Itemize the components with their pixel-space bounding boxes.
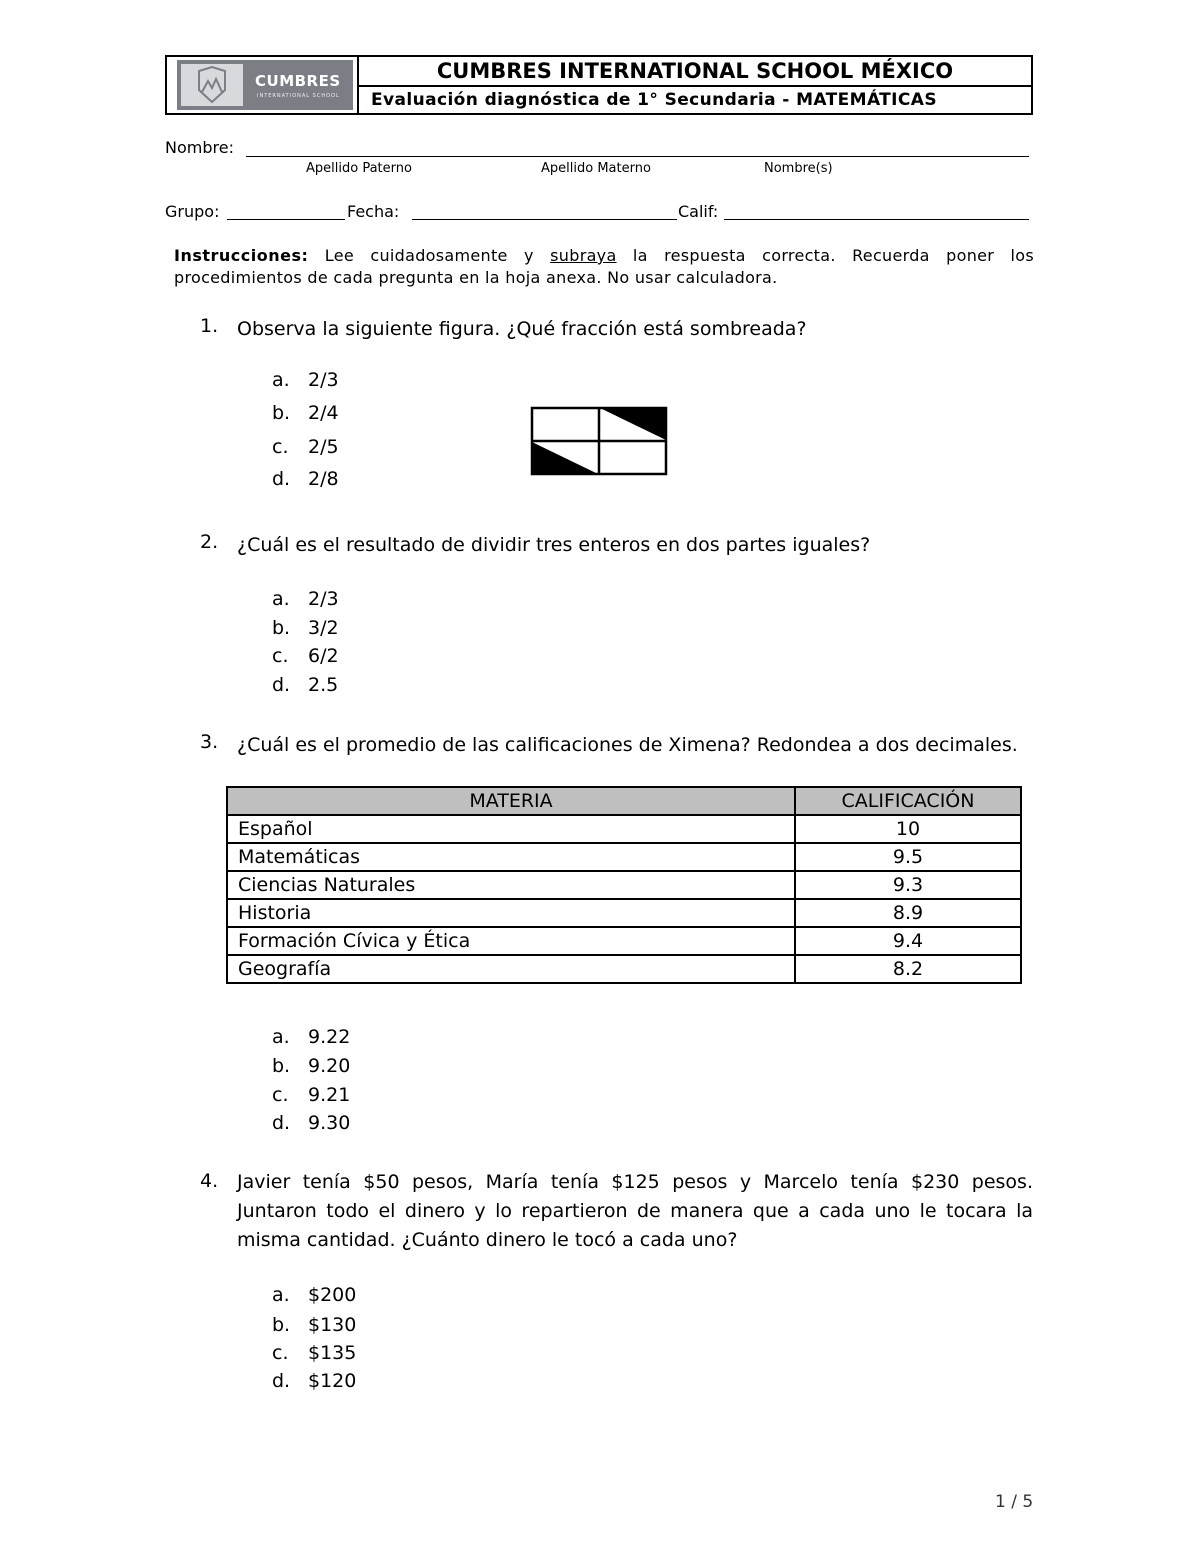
subject-cell: Ciencias Naturales — [227, 871, 795, 899]
option-letter: c. — [272, 436, 289, 458]
question-text: ¿Cuál es el promedio de las calificaciones de Ximena? Redondea a dos decimales. — [237, 734, 1018, 756]
subject-cell: Historia — [227, 899, 795, 927]
option-letter: a. — [272, 369, 290, 391]
option-letter: c. — [272, 1342, 289, 1364]
nombre-line[interactable] — [246, 156, 1029, 157]
instructions-label: Instrucciones: — [174, 246, 309, 265]
grupo-label: Grupo: — [165, 202, 220, 221]
option-value: $200 — [308, 1284, 357, 1306]
option-value: 9.22 — [308, 1026, 351, 1048]
nombre-label: Nombre: — [165, 138, 234, 157]
table-row — [227, 899, 1021, 927]
table-row — [227, 843, 1021, 871]
subject-cell: Geografía — [227, 955, 795, 983]
grades-table — [226, 786, 1022, 984]
option-letter: d. — [272, 468, 291, 490]
instructions — [174, 245, 1034, 289]
header-materia: MATERIA — [227, 787, 795, 815]
grupo-line[interactable] — [227, 219, 345, 220]
option-letter: a. — [272, 1026, 290, 1048]
question-number: 4. — [200, 1170, 219, 1192]
question-text: Javier tenía $50 pesos, María tenía $125 pesos y Marcelo tenía $230 pesos. Juntaron todo el dinero y lo repartieron de manera que a cada uno le tocara la misma cantidad. ¿Cuánto dinero le tocó a cada uno? — [237, 1171, 1033, 1251]
fraction-figure — [530, 406, 670, 478]
option-value: 9.20 — [308, 1055, 351, 1077]
table-row — [227, 871, 1021, 899]
option-value: $130 — [308, 1314, 357, 1336]
option-letter: d. — [272, 674, 291, 696]
subject-cell: Español — [227, 815, 795, 843]
question-number: 3. — [200, 731, 219, 753]
page-number: 1 / 5 — [995, 1492, 1034, 1512]
option-letter: d. — [272, 1370, 291, 1392]
question-text: Observa la siguiente figura. ¿Qué fracción está sombreada? — [237, 318, 807, 340]
option-value: 3/2 — [308, 617, 339, 639]
header-calificacion: CALIFICACIÓN — [795, 787, 1021, 815]
instructions-text-a: Lee cuidadosamente y — [308, 246, 551, 265]
option-value: 2/3 — [308, 588, 339, 610]
option-value: 6/2 — [308, 645, 339, 667]
option-value: 2/3 — [308, 369, 339, 391]
table-row — [227, 927, 1021, 955]
question-number: 2. — [200, 531, 219, 553]
shaded-triangle-bottom — [532, 442, 598, 474]
option-value: 2/4 — [308, 402, 339, 424]
school-logo — [177, 60, 353, 110]
document-header — [165, 55, 1033, 115]
mountain-emblem-icon — [181, 64, 243, 106]
nombres-label: Nombre(s) — [764, 161, 833, 176]
logo-cell — [167, 57, 359, 113]
option-letter: a. — [272, 1284, 290, 1306]
subject-cell: Formación Cívica y Ética — [227, 927, 795, 955]
calif-label: Calif: — [678, 202, 719, 221]
question-text: ¿Cuál es el resultado de dividir tres enteros en dos partes iguales? — [237, 534, 871, 556]
apellido-paterno-label: Apellido Paterno — [306, 161, 412, 176]
instructions-text-b: la respuesta correcta. Recuerda poner los procedimientos de cada pregunta en la hoja anexa. No usar calculadora. — [174, 246, 1034, 287]
school-name: CUMBRES INTERNATIONAL SCHOOL MÉXICO — [359, 57, 1031, 87]
table-row — [227, 955, 1021, 983]
calif-line[interactable] — [724, 219, 1029, 220]
exam-title: Evaluación diagnóstica de 1° Secundaria - MATEMÁTICAS — [371, 90, 937, 110]
option-letter: d. — [272, 1112, 291, 1134]
table-header-row — [227, 787, 1021, 815]
option-letter: c. — [272, 645, 289, 667]
fecha-line[interactable] — [412, 219, 677, 220]
option-letter: b. — [272, 617, 291, 639]
option-value: $120 — [308, 1370, 357, 1392]
option-letter: b. — [272, 1055, 291, 1077]
fecha-label: Fecha: — [347, 202, 400, 221]
grade-cell: 9.4 — [795, 927, 1021, 955]
option-value: 2/8 — [308, 468, 339, 490]
logo-subtitle: INTERNATIONAL SCHOOL — [257, 93, 340, 99]
option-letter: b. — [272, 1314, 291, 1336]
grade-cell: 8.9 — [795, 899, 1021, 927]
subject-cell: Matemáticas — [227, 843, 795, 871]
option-letter: b. — [272, 402, 291, 424]
apellido-materno-label: Apellido Materno — [541, 161, 651, 176]
grade-cell: 9.3 — [795, 871, 1021, 899]
option-letter: a. — [272, 588, 290, 610]
grade-cell: 9.5 — [795, 843, 1021, 871]
option-value: $135 — [308, 1342, 357, 1364]
question-number: 1. — [200, 315, 219, 337]
option-value: 2/5 — [308, 436, 339, 458]
instructions-underlined: subraya — [550, 246, 617, 265]
grade-cell: 10 — [795, 815, 1021, 843]
shaded-triangle-top — [600, 408, 666, 440]
option-value: 9.30 — [308, 1112, 351, 1134]
table-row — [227, 815, 1021, 843]
grade-cell: 8.2 — [795, 955, 1021, 983]
option-letter: c. — [272, 1084, 289, 1106]
logo-wordmark: CUMBRES — [255, 72, 341, 90]
option-value: 9.21 — [308, 1084, 351, 1106]
option-value: 2.5 — [308, 674, 339, 696]
